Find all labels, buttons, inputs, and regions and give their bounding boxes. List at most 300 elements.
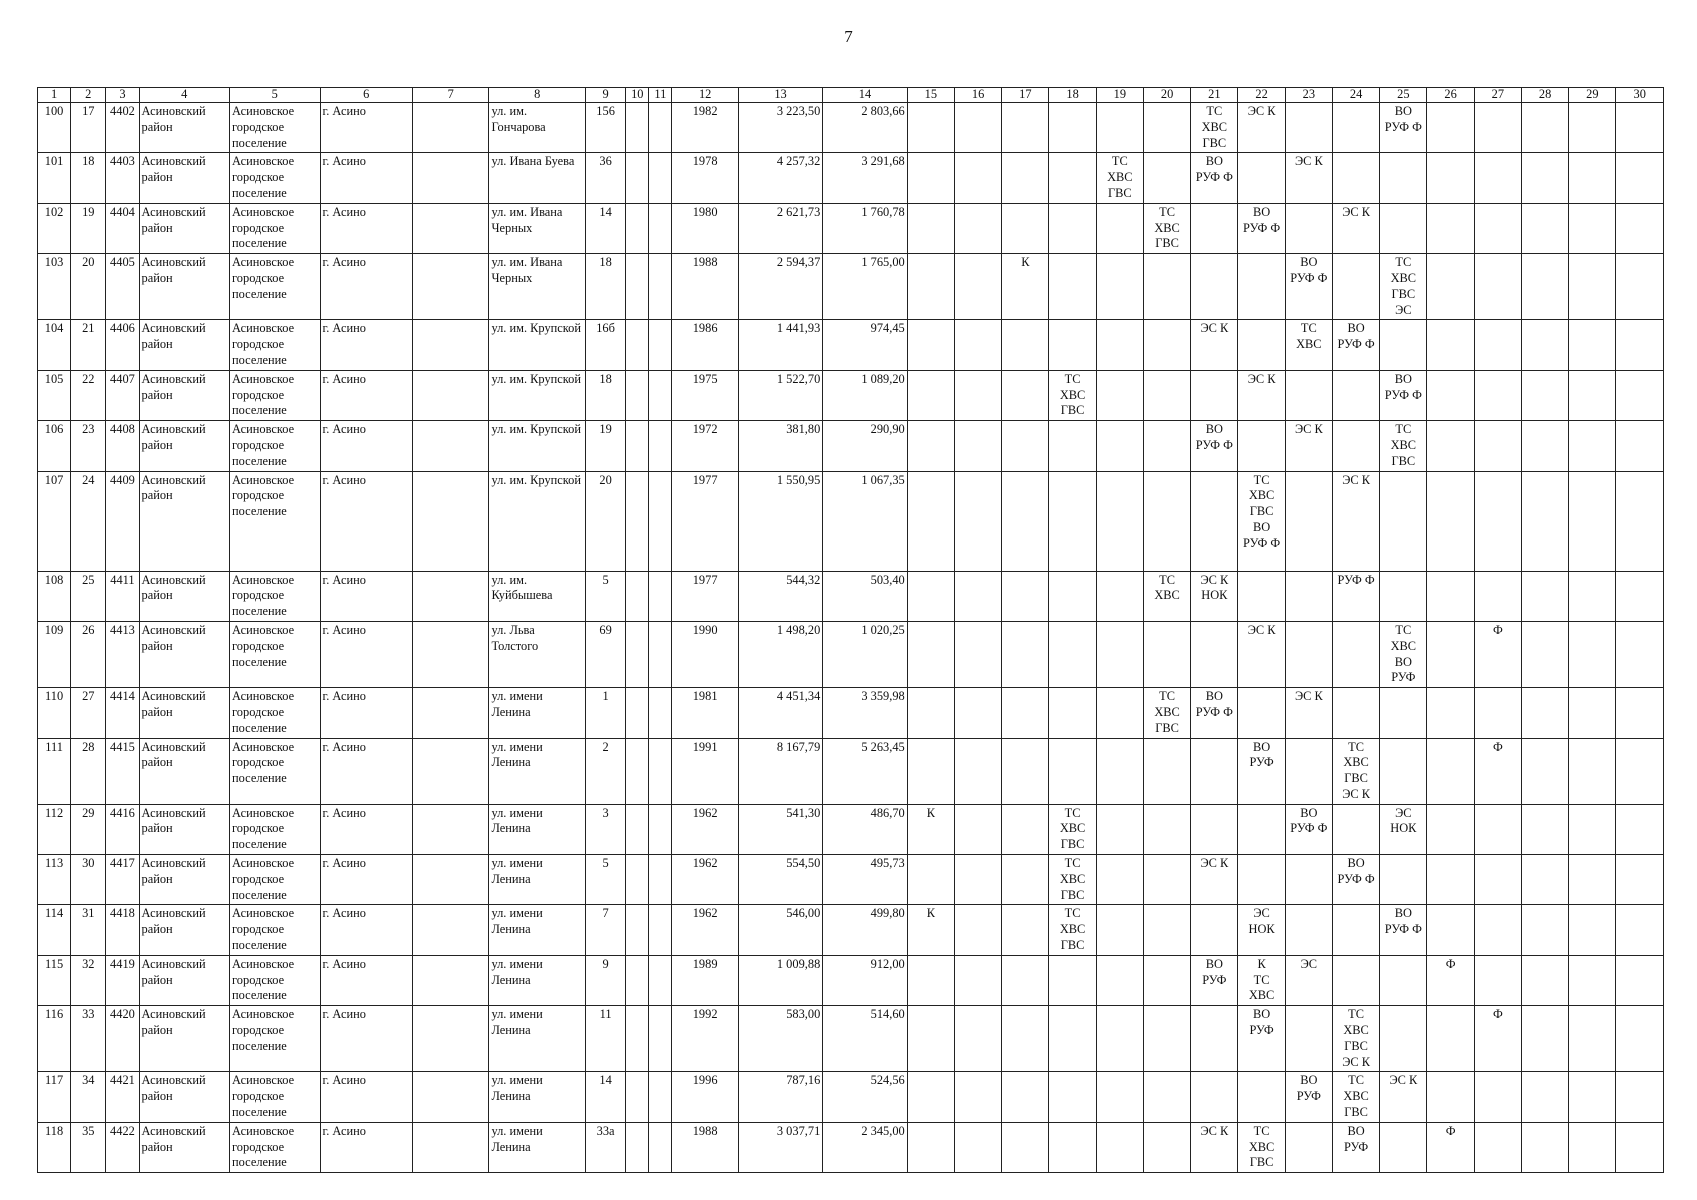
cell-col-30 — [1616, 621, 1664, 687]
cell-code: ВО — [1205, 689, 1223, 704]
cell-col-2: 22 — [71, 370, 106, 420]
cell-col-20 — [1143, 320, 1190, 370]
cell-col-22 — [1238, 471, 1285, 571]
cell-col-29 — [1569, 1006, 1616, 1072]
cell-col-18 — [1049, 254, 1096, 320]
cell-col-25 — [1380, 370, 1427, 420]
cell-code: ХВС — [1248, 1139, 1275, 1154]
cell-col-4: Асиновский район — [139, 471, 230, 571]
cell-col-8: ул. имени Ленина — [489, 955, 586, 1005]
cell-code: РУФ Ф — [1384, 119, 1422, 134]
cell-code: РУФ — [1343, 1139, 1369, 1154]
cell-col-16 — [954, 855, 1001, 905]
cell-code: ТС — [1300, 321, 1317, 336]
cell-col-4: Асиновский район — [139, 1006, 230, 1072]
cell-col-19 — [1096, 905, 1143, 955]
cell-col-7 — [413, 370, 489, 420]
cell-code: ГВС — [1060, 938, 1085, 953]
column-header-18: 18 — [1049, 88, 1096, 103]
cell-col-28 — [1521, 1006, 1568, 1072]
cell-col-30 — [1616, 855, 1664, 905]
cell-col-25 — [1380, 320, 1427, 370]
column-header-2: 2 — [71, 88, 106, 103]
cell-col-26 — [1427, 370, 1474, 420]
cell-code: ЭС К — [1247, 371, 1276, 386]
page-number: 7 — [844, 27, 853, 46]
cell-col-1: 118 — [38, 1122, 71, 1172]
cell-col-5: Асиновское городское поселение — [230, 571, 321, 621]
cell-col-19 — [1096, 955, 1143, 1005]
cell-code: ГВС — [1391, 453, 1416, 468]
cell-col-9: 11 — [585, 1006, 625, 1072]
cell-col-30 — [1616, 804, 1664, 854]
cell-col-1: 103 — [38, 254, 71, 320]
cell-code: К — [926, 805, 935, 820]
cell-col-15 — [907, 571, 954, 621]
cell-col-11 — [649, 621, 672, 687]
cell-col-12: 1996 — [672, 1072, 738, 1122]
cell-col-8: ул. им. Гончарова — [489, 103, 586, 153]
cell-col-23 — [1285, 688, 1332, 738]
cell-code: ВО — [1394, 104, 1412, 118]
cell-code: ХВС — [1343, 755, 1369, 770]
cell-col-16 — [954, 103, 1001, 153]
cell-col-20 — [1143, 471, 1190, 571]
cell-col-21 — [1191, 688, 1238, 738]
cell-col-21 — [1191, 421, 1238, 471]
cell-col-1: 112 — [38, 804, 71, 854]
cell-col-16 — [954, 571, 1001, 621]
cell-col-25 — [1380, 153, 1427, 203]
cell-col-4: Асиновский район — [139, 153, 230, 203]
cell-code: ВО — [1300, 255, 1318, 270]
cell-col-23 — [1285, 855, 1332, 905]
cell-col-1: 102 — [38, 203, 71, 253]
cell-code: РУФ — [1296, 1089, 1321, 1104]
column-header-24: 24 — [1332, 88, 1379, 103]
cell-col-17 — [1002, 471, 1049, 571]
cell-col-7 — [413, 621, 489, 687]
cell-code: ЭС К — [1294, 422, 1323, 437]
table-row — [38, 254, 1664, 320]
cell-col-7 — [413, 688, 489, 738]
cell-col-23 — [1285, 905, 1332, 955]
cell-col-9: 20 — [585, 471, 625, 571]
cell-col-6: г. Асино — [320, 421, 413, 471]
cell-col-12: 1980 — [672, 203, 738, 253]
column-header-25: 25 — [1380, 88, 1427, 103]
cell-col-10 — [626, 103, 649, 153]
cell-col-13: 8 167,79 — [738, 738, 822, 804]
cell-col-12: 1962 — [672, 905, 738, 955]
cell-col-13: 541,30 — [738, 804, 822, 854]
cell-code: ТС — [1111, 154, 1128, 169]
cell-col-22 — [1238, 370, 1285, 420]
cell-col-2: 29 — [71, 804, 106, 854]
cell-code: ЭС К — [1342, 786, 1370, 801]
cell-col-5: Асиновское городское поселение — [230, 1122, 321, 1172]
cell-col-9: 14 — [585, 203, 625, 253]
cell-col-28 — [1521, 421, 1568, 471]
cell-col-28 — [1521, 738, 1568, 804]
cell-col-28 — [1521, 203, 1568, 253]
cell-col-20 — [1143, 688, 1190, 738]
cell-code: РУФ Ф — [1337, 871, 1375, 886]
cell-col-10 — [626, 1072, 649, 1122]
cell-col-2: 35 — [71, 1122, 106, 1172]
cell-col-12: 1977 — [672, 571, 738, 621]
cell-col-18 — [1049, 153, 1096, 203]
cell-col-19 — [1096, 1072, 1143, 1122]
cell-col-8: ул. им. Куйбышева — [489, 571, 586, 621]
cell-col-28 — [1521, 621, 1568, 687]
cell-code: ТС — [1348, 1007, 1365, 1022]
cell-col-11 — [649, 1072, 672, 1122]
cell-col-5: Асиновское городское поселение — [230, 421, 321, 471]
cell-col-3: 4402 — [106, 103, 139, 153]
cell-code: ЭС К — [1342, 1054, 1370, 1069]
cell-code: ГВС — [1391, 286, 1416, 301]
cell-col-10 — [626, 1122, 649, 1172]
cell-col-1: 114 — [38, 905, 71, 955]
cell-col-21 — [1191, 153, 1238, 203]
cell-col-13: 1 550,95 — [738, 471, 822, 571]
cell-col-18 — [1049, 1122, 1096, 1172]
cell-col-11 — [649, 804, 672, 854]
cell-code: РУФ Ф — [1384, 922, 1422, 937]
cell-col-21 — [1191, 203, 1238, 253]
cell-col-14: 1 067,35 — [823, 471, 907, 571]
cell-col-10 — [626, 621, 649, 687]
cell-col-14: 486,70 — [823, 804, 907, 854]
cell-col-3: 4417 — [106, 855, 139, 905]
cell-col-5: Асиновское городское поселение — [230, 804, 321, 854]
cell-col-4: Асиновский район — [139, 905, 230, 955]
cell-code: ГВС — [1202, 135, 1227, 150]
cell-col-17 — [1002, 1006, 1049, 1072]
cell-col-18 — [1049, 955, 1096, 1005]
cell-col-4: Асиновский район — [139, 738, 230, 804]
cell-col-8: ул. имени Ленина — [489, 738, 586, 804]
cell-col-20 — [1143, 855, 1190, 905]
cell-col-6: г. Асино — [320, 905, 413, 955]
cell-col-24 — [1332, 153, 1379, 203]
cell-col-12: 1991 — [672, 738, 738, 804]
cell-col-15 — [907, 471, 954, 571]
cell-col-19 — [1096, 254, 1143, 320]
cell-col-26 — [1427, 955, 1474, 1005]
cell-col-9: 14 — [585, 1072, 625, 1122]
cell-code: ТС — [1253, 972, 1270, 987]
cell-col-23 — [1285, 471, 1332, 571]
cell-col-17 — [1002, 153, 1049, 203]
cell-col-11 — [649, 320, 672, 370]
cell-col-19 — [1096, 203, 1143, 253]
cell-col-28 — [1521, 1122, 1568, 1172]
cell-col-20 — [1143, 621, 1190, 687]
cell-col-25 — [1380, 571, 1427, 621]
cell-col-25 — [1380, 254, 1427, 320]
cell-col-20 — [1143, 203, 1190, 253]
cell-col-13: 583,00 — [738, 1006, 822, 1072]
cell-col-27 — [1474, 955, 1521, 1005]
cell-col-24 — [1332, 254, 1379, 320]
cell-col-2: 25 — [71, 571, 106, 621]
cell-col-11 — [649, 855, 672, 905]
cell-col-24 — [1332, 370, 1379, 420]
cell-col-19 — [1096, 471, 1143, 571]
table-row — [38, 103, 1664, 153]
cell-col-17 — [1002, 955, 1049, 1005]
cell-col-24 — [1332, 471, 1379, 571]
cell-code: ВО — [1252, 739, 1271, 754]
cell-col-27 — [1474, 1122, 1521, 1172]
cell-col-22 — [1238, 738, 1285, 804]
cell-col-3: 4415 — [106, 738, 139, 804]
cell-col-16 — [954, 153, 1001, 203]
cell-code: ТС — [1253, 1123, 1270, 1138]
cell-col-27 — [1474, 688, 1521, 738]
cell-code: ВО — [1252, 519, 1271, 534]
cell-col-30 — [1616, 254, 1664, 320]
cell-code: ХВС — [1154, 588, 1180, 603]
cell-col-15 — [907, 103, 954, 153]
cell-col-7 — [413, 1122, 489, 1172]
cell-col-19 — [1096, 738, 1143, 804]
cell-col-30 — [1616, 1072, 1664, 1122]
cell-code: ЭС К — [1200, 321, 1229, 336]
cell-col-12: 1978 — [672, 153, 738, 203]
cell-col-5: Асиновское городское поселение — [230, 254, 321, 320]
cell-col-7 — [413, 955, 489, 1005]
column-header-13: 13 — [738, 88, 822, 103]
cell-col-23 — [1285, 103, 1332, 153]
cell-col-27 — [1474, 855, 1521, 905]
cell-col-20 — [1143, 738, 1190, 804]
cell-col-19 — [1096, 804, 1143, 854]
cell-col-16 — [954, 320, 1001, 370]
cell-col-24 — [1332, 621, 1379, 687]
table-row — [38, 804, 1664, 854]
cell-col-3: 4418 — [106, 905, 139, 955]
cell-col-11 — [649, 571, 672, 621]
cell-code: ЭС — [1300, 956, 1318, 971]
cell-col-5: Асиновское городское поселение — [230, 738, 321, 804]
cell-col-1: 110 — [38, 688, 71, 738]
cell-col-28 — [1521, 1072, 1568, 1122]
cell-col-10 — [626, 955, 649, 1005]
cell-col-14: 524,56 — [823, 1072, 907, 1122]
cell-col-22 — [1238, 153, 1285, 203]
cell-col-11 — [649, 1006, 672, 1072]
cell-col-7 — [413, 103, 489, 153]
cell-col-30 — [1616, 370, 1664, 420]
cell-col-23 — [1285, 1072, 1332, 1122]
table-row — [38, 320, 1664, 370]
cell-col-26 — [1427, 855, 1474, 905]
cell-code: РУФ Ф — [1243, 535, 1281, 550]
cell-code: ГВС — [1060, 837, 1085, 852]
cell-col-19 — [1096, 320, 1143, 370]
cell-col-27 — [1474, 203, 1521, 253]
cell-col-21 — [1191, 370, 1238, 420]
cell-col-7 — [413, 905, 489, 955]
cell-col-30 — [1616, 571, 1664, 621]
cell-col-25 — [1380, 421, 1427, 471]
cell-col-19 — [1096, 421, 1143, 471]
cell-col-26 — [1427, 905, 1474, 955]
cell-col-14: 2 803,66 — [823, 103, 907, 153]
cell-col-16 — [954, 1072, 1001, 1122]
cell-col-30 — [1616, 955, 1664, 1005]
cell-code: ХВС — [1296, 337, 1322, 352]
cell-col-4: Асиновский район — [139, 421, 230, 471]
column-header-23: 23 — [1285, 88, 1332, 103]
cell-code: ВО — [1347, 321, 1365, 336]
cell-col-22 — [1238, 855, 1285, 905]
cell-code: НОК — [1390, 821, 1417, 836]
cell-code: ЭС — [1395, 805, 1412, 820]
cell-code: ЭС К — [1294, 689, 1323, 704]
cell-col-21 — [1191, 905, 1238, 955]
cell-col-2: 33 — [71, 1006, 106, 1072]
cell-col-1: 107 — [38, 471, 71, 571]
cell-col-9: 9 — [585, 955, 625, 1005]
cell-col-18 — [1049, 905, 1096, 955]
cell-col-15 — [907, 203, 954, 253]
cell-col-25 — [1380, 855, 1427, 905]
cell-col-26 — [1427, 1122, 1474, 1172]
cell-col-23 — [1285, 370, 1332, 420]
table-body — [38, 103, 1664, 1173]
cell-code: ВО — [1252, 1007, 1271, 1022]
cell-col-29 — [1569, 1122, 1616, 1172]
cell-col-4: Асиновский район — [139, 1122, 230, 1172]
cell-col-1: 117 — [38, 1072, 71, 1122]
cell-col-4: Асиновский район — [139, 254, 230, 320]
cell-col-16 — [954, 905, 1001, 955]
cell-col-26 — [1427, 688, 1474, 738]
cell-col-18 — [1049, 571, 1096, 621]
cell-code: К — [1021, 255, 1030, 270]
cell-col-6: г. Асино — [320, 1006, 413, 1072]
cell-code: ЭС К — [1294, 154, 1323, 169]
cell-col-1: 111 — [38, 738, 71, 804]
cell-col-7 — [413, 254, 489, 320]
cell-col-11 — [649, 153, 672, 203]
cell-code: ВО — [1205, 154, 1223, 169]
cell-col-5: Асиновское городское поселение — [230, 855, 321, 905]
cell-col-12: 1977 — [672, 471, 738, 571]
cell-col-12: 1962 — [672, 855, 738, 905]
cell-code: ЭС К — [1200, 572, 1229, 587]
cell-col-13: 1 498,20 — [738, 621, 822, 687]
cell-col-20 — [1143, 1072, 1190, 1122]
cell-col-16 — [954, 804, 1001, 854]
cell-code: ЭС К — [1342, 472, 1370, 487]
cell-col-19 — [1096, 855, 1143, 905]
cell-col-10 — [626, 153, 649, 203]
cell-col-6: г. Асино — [320, 1122, 413, 1172]
cell-col-2: 24 — [71, 471, 106, 571]
cell-col-5: Асиновское городское поселение — [230, 621, 321, 687]
table-row — [38, 1006, 1664, 1072]
cell-col-24 — [1332, 1006, 1379, 1072]
cell-col-14: 1 760,78 — [823, 203, 907, 253]
cell-col-9: 7 — [585, 905, 625, 955]
cell-col-17 — [1002, 203, 1049, 253]
cell-col-30 — [1616, 103, 1664, 153]
cell-code: ТС — [1253, 472, 1270, 487]
cell-col-7 — [413, 1006, 489, 1072]
cell-code: ТС — [1159, 204, 1176, 219]
cell-col-6: г. Асино — [320, 103, 413, 153]
cell-col-16 — [954, 621, 1001, 687]
cell-col-30 — [1616, 153, 1664, 203]
column-header-1: 1 — [38, 88, 71, 103]
cell-col-1: 100 — [38, 103, 71, 153]
cell-code: ТС — [1064, 906, 1081, 921]
cell-col-15 — [907, 855, 954, 905]
cell-col-13: 546,00 — [738, 905, 822, 955]
cell-col-24 — [1332, 804, 1379, 854]
cell-col-7 — [413, 153, 489, 203]
cell-col-21 — [1191, 1072, 1238, 1122]
cell-code: ХВС — [1343, 1089, 1369, 1104]
cell-col-2: 28 — [71, 738, 106, 804]
cell-col-26 — [1427, 738, 1474, 804]
cell-col-18 — [1049, 1072, 1096, 1122]
cell-col-3: 4403 — [106, 153, 139, 203]
cell-col-2: 21 — [71, 320, 106, 370]
column-header-16: 16 — [954, 88, 1001, 103]
cell-col-7 — [413, 421, 489, 471]
column-header-21: 21 — [1191, 88, 1238, 103]
cell-col-28 — [1521, 103, 1568, 153]
cell-col-30 — [1616, 320, 1664, 370]
cell-col-15 — [907, 905, 954, 955]
cell-col-24 — [1332, 738, 1379, 804]
column-header-6: 6 — [320, 88, 413, 103]
cell-col-3: 4416 — [106, 804, 139, 854]
column-header-8: 8 — [489, 88, 586, 103]
cell-col-25 — [1380, 103, 1427, 153]
cell-col-25 — [1380, 621, 1427, 687]
cell-code: ТС — [1159, 689, 1176, 704]
cell-code: РУФ Ф — [1195, 437, 1233, 452]
cell-col-29 — [1569, 571, 1616, 621]
cell-col-20 — [1143, 153, 1190, 203]
cell-code: НОК — [1201, 588, 1228, 603]
cell-code: РУФ Ф — [1243, 220, 1281, 235]
cell-col-18 — [1049, 738, 1096, 804]
column-header-14: 14 — [823, 88, 907, 103]
cell-col-1: 115 — [38, 955, 71, 1005]
cell-col-9: 5 — [585, 571, 625, 621]
cell-code: ВО — [1394, 906, 1412, 921]
cell-col-30 — [1616, 471, 1664, 571]
cell-code: РУФ Ф — [1290, 270, 1328, 285]
cell-code: Ф — [1445, 956, 1456, 971]
cell-col-30 — [1616, 1122, 1664, 1172]
column-header-20: 20 — [1143, 88, 1190, 103]
cell-col-13: 2 621,73 — [738, 203, 822, 253]
cell-code: ТС — [1064, 371, 1081, 386]
cell-col-20 — [1143, 905, 1190, 955]
cell-col-29 — [1569, 370, 1616, 420]
cell-col-17 — [1002, 421, 1049, 471]
cell-code: ЭС К — [1247, 104, 1276, 118]
